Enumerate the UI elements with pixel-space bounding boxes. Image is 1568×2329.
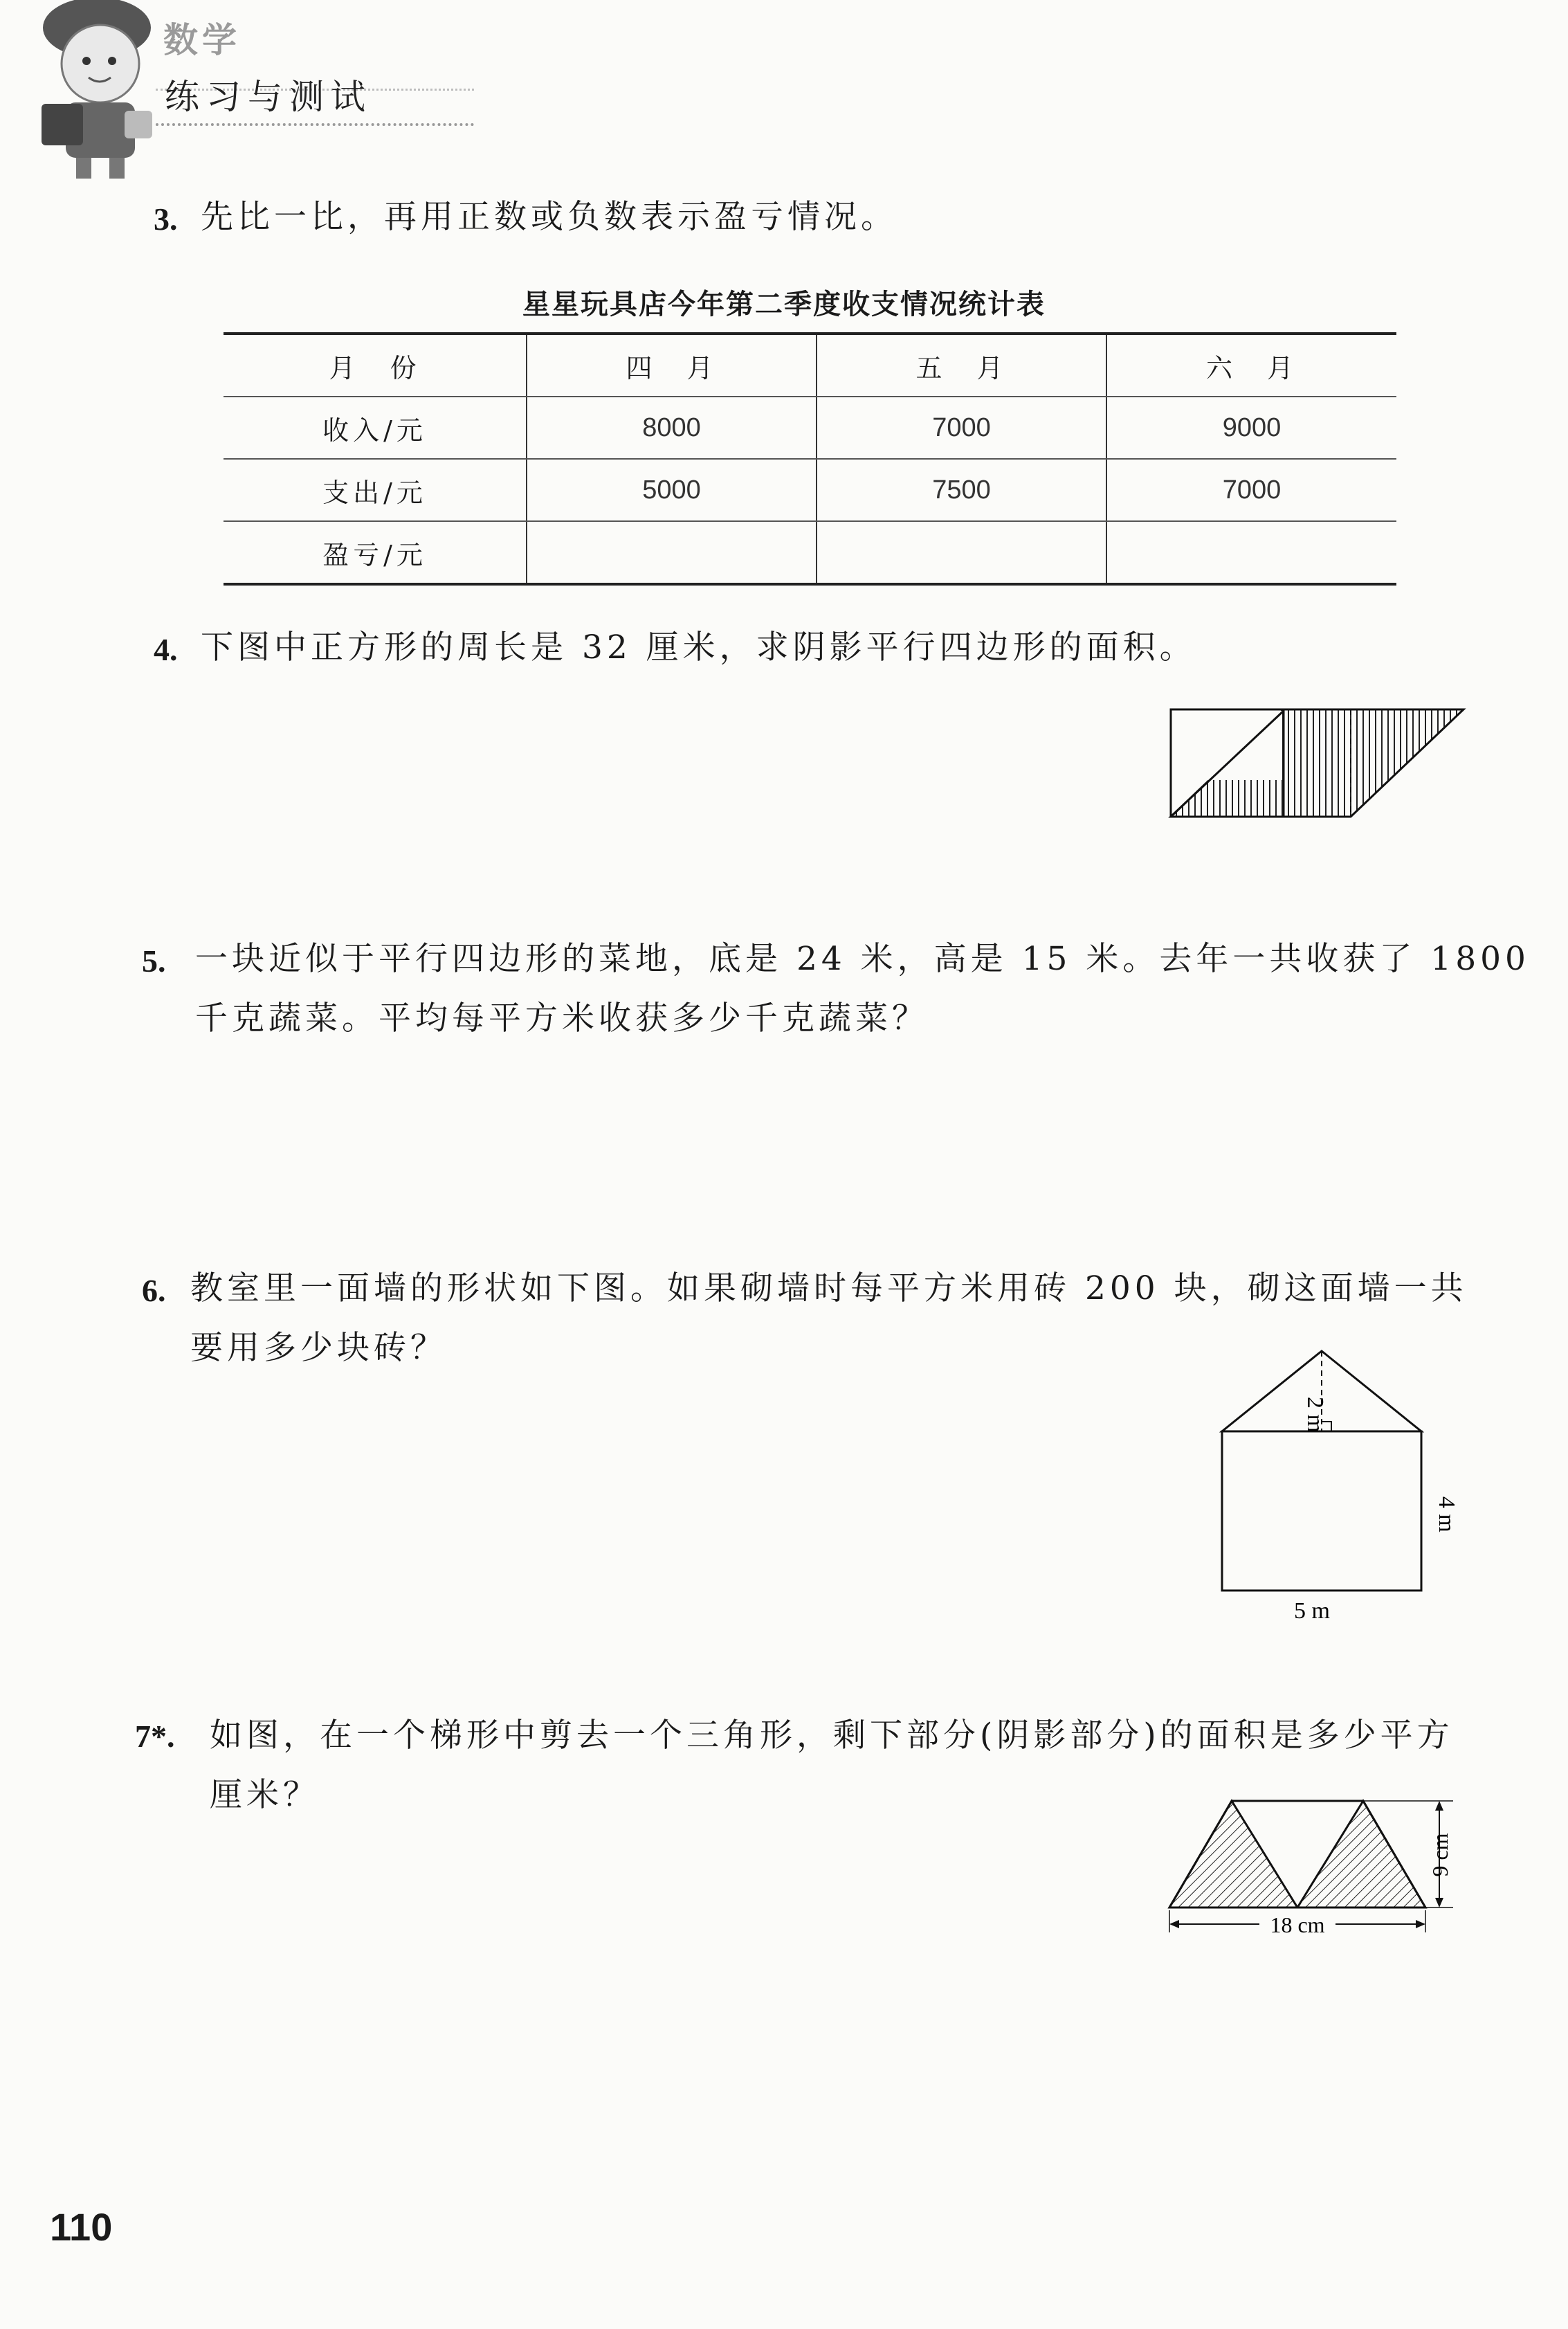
table-cell: 8000 xyxy=(527,397,817,459)
table-row xyxy=(224,521,1396,584)
table-title: 星星玩具店今年第二季度收支情况统计表 xyxy=(522,289,1046,320)
base-label: 18 cm xyxy=(1270,1912,1325,1937)
height-label: 9 cm xyxy=(1428,1833,1452,1877)
table-header-cell: 四 月 xyxy=(527,334,817,397)
table-row-label: 支出/元 xyxy=(224,459,527,521)
question-text: 下图中正方形的周长是 32 厘米，求阴影平行四边形的面积。 xyxy=(201,628,1196,667)
triangle-height-label: 2 m xyxy=(1302,1397,1328,1433)
shaded-triangle-left xyxy=(1169,1801,1297,1907)
question-number: 5. xyxy=(142,943,166,979)
table-row-label: 盈亏/元 xyxy=(224,521,527,584)
answer-cell[interactable] xyxy=(817,521,1106,584)
header-divider xyxy=(156,123,474,126)
table-header-row xyxy=(224,334,1396,397)
question-text-line: 如图，在一个梯形中剪去一个三角形，剩下部分(阴影部分)的面积是多少平方 xyxy=(210,1716,1454,1755)
wall-rectangle xyxy=(1222,1431,1421,1591)
table-cell: 9000 xyxy=(1106,397,1396,459)
question-text-line: 千克蔬菜。平均每平方米收获多少千克蔬菜？ xyxy=(195,999,929,1037)
table-cell: 7000 xyxy=(1106,459,1396,521)
table-cell: 7500 xyxy=(817,459,1106,521)
question-number: 6. xyxy=(142,1273,166,1308)
trapezoid-figure xyxy=(1163,1786,1481,1945)
table-header-cell: 月 份 xyxy=(224,334,527,397)
question-text-line: 一块近似于平行四边形的菜地，底是 24 米，高是 15 米。去年一共收获了 1800 xyxy=(195,940,1530,978)
base-label: 5 m xyxy=(1294,1598,1330,1624)
question-text-line: 厘米？ xyxy=(210,1776,320,1814)
mascot-illustration xyxy=(28,0,173,180)
table-row xyxy=(224,459,1396,521)
table-row xyxy=(224,397,1396,459)
question-text: 先比一比，再用正数或负数表示盈亏情况。 xyxy=(201,198,897,236)
answer-cell[interactable] xyxy=(1106,521,1396,584)
table-cell: 5000 xyxy=(527,459,817,521)
rectangle-height-label: 4 m xyxy=(1434,1496,1459,1532)
table-row-label: 收入/元 xyxy=(224,397,527,459)
table-header-cell: 五 月 xyxy=(817,334,1106,397)
statistics-table xyxy=(224,332,1396,586)
header-title: 练习与测试 xyxy=(165,77,372,117)
table-header-cell: 六 月 xyxy=(1106,334,1396,397)
shaded-triangle-right xyxy=(1297,1801,1425,1907)
header-subject: 数学 xyxy=(163,20,241,60)
wall-figure xyxy=(1204,1343,1467,1633)
question-text-line: 教室里一面墙的形状如下图。如果砌墙时每平方米用砖 200 块，砌这面墙一共 xyxy=(190,1269,1468,1307)
question-number: 7*. xyxy=(135,1719,175,1754)
question-text-line: 要用多少块砖？ xyxy=(190,1329,447,1367)
answer-cell[interactable] xyxy=(527,521,817,584)
question-number: 4. xyxy=(154,632,178,667)
square-clear-area xyxy=(1172,711,1282,780)
question-number: 3. xyxy=(154,201,178,237)
table-cell: 7000 xyxy=(817,397,1106,459)
square-parallelogram-figure xyxy=(1163,692,1474,831)
page-number: 110 xyxy=(50,2205,113,2249)
